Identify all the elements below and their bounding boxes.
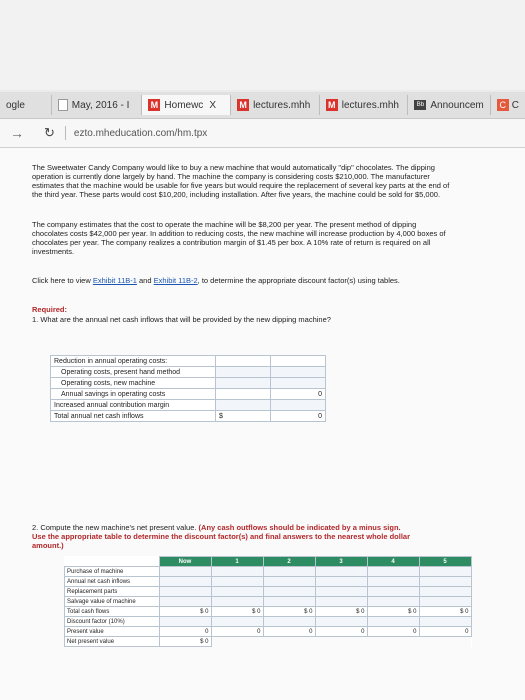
col-header: 2 <box>263 557 315 567</box>
table-row <box>51 411 326 422</box>
cell-input[interactable] <box>419 617 471 627</box>
tab-lectures-1[interactable] <box>231 95 320 115</box>
cell-value: 0 <box>367 627 419 637</box>
cell-input[interactable] <box>263 597 315 607</box>
cell-value: 0 <box>159 627 211 637</box>
tab-lectures-2[interactable] <box>320 95 409 115</box>
row-label: Net present value <box>65 637 160 647</box>
cell-value: 0 <box>211 627 263 637</box>
cell-input[interactable] <box>419 567 471 577</box>
cell-value: $ 0 <box>367 607 419 617</box>
row-label: Operating costs, present hand method <box>51 367 216 378</box>
row-label: Total annual net cash inflows <box>51 411 216 422</box>
problem-paragraph-2: The company estimates that the cost to operate the machine will be $8,200 per year. The present method of dipping chocolates costs $42,000 per year. In addition to reducing costs, the new machine will increase production by 4,000 boxes of chocolates per year. The company realizes a contribution margin of $1.45 per box. A 10% rate of return is required on all investments. <box>32 220 446 256</box>
header-row <box>65 557 472 567</box>
tab-label: lectures.mhh <box>253 99 311 111</box>
back-arrow-icon[interactable]: → <box>10 125 24 141</box>
table-row <box>65 617 472 627</box>
cell-input[interactable] <box>367 597 419 607</box>
exhibit-link-2[interactable]: Exhibit 11B-2 <box>153 276 198 285</box>
cell-input[interactable] <box>211 597 263 607</box>
row-symbol[interactable] <box>216 367 271 378</box>
col-header: 5 <box>419 557 471 567</box>
cell-input[interactable] <box>419 587 471 597</box>
row-symbol <box>216 356 271 367</box>
tab-label: Homewc <box>164 99 204 111</box>
row-input[interactable] <box>271 400 326 411</box>
cell-input[interactable] <box>159 617 211 627</box>
row-value: 0 <box>271 389 326 400</box>
address-bar <box>0 119 525 148</box>
cell-input[interactable] <box>211 587 263 597</box>
tab-c[interactable] <box>491 95 525 115</box>
col-header: 3 <box>315 557 367 567</box>
cell-input[interactable] <box>367 617 419 627</box>
cell-input[interactable] <box>211 577 263 587</box>
bb-icon: Bb <box>414 100 426 110</box>
cell-value: 0 <box>263 627 315 637</box>
cell-input[interactable] <box>159 577 211 587</box>
table-row <box>65 607 472 617</box>
m-icon: M <box>237 99 249 111</box>
reload-icon[interactable]: ↻ <box>44 125 55 140</box>
problem-paragraph-1: The Sweetwater Candy Company would like to buy a new machine that would automatically "dip" chocolates. The dipping operation is currently done largely by hand. The machine the company is considering costs $210,000. The manufacturer estimates that the machine would be usable for five years but would require the replacement of several key parts at the end of the third year. These parts would cost $10,200, including installation. After five years, the machine could be sold for $5,000. <box>32 163 450 199</box>
row-label: Annual net cash inflows <box>65 577 160 587</box>
table-row <box>51 367 326 378</box>
cell-input[interactable] <box>367 577 419 587</box>
m-icon: M <box>148 99 160 111</box>
col-header: 4 <box>367 557 419 567</box>
tab-label: lectures.mhh <box>341 99 399 111</box>
row-symbol[interactable] <box>216 400 271 411</box>
cell-input[interactable] <box>159 587 211 597</box>
col-header: Now <box>159 557 211 567</box>
cell-value: 0 <box>419 627 471 637</box>
row-label: Operating costs, new machine <box>51 378 216 389</box>
cash-inflow-table <box>50 355 326 422</box>
question-1: 1. What are the annual net cash inflows that will be provided by the new dipping machine? <box>32 315 331 324</box>
row-value <box>271 356 326 367</box>
cell-input[interactable] <box>263 577 315 587</box>
m-icon: M <box>326 99 338 111</box>
tab-google[interactable] <box>0 95 52 115</box>
table-row <box>65 597 472 607</box>
tab-strip <box>0 92 525 119</box>
row-input[interactable] <box>271 367 326 378</box>
row-label: Replacement parts <box>65 587 160 597</box>
cell-value: $ 0 <box>211 607 263 617</box>
tab-label: Announcem <box>430 99 484 111</box>
tab-label: ogle <box>6 99 25 111</box>
row-label: Annual savings in operating costs <box>51 389 216 400</box>
cell-input[interactable] <box>263 567 315 577</box>
row-label: Reduction in annual operating costs: <box>51 356 216 367</box>
exhibit-text-post: , to determine the appropriate discount factor(s) using tables. <box>197 276 400 285</box>
c-icon: C <box>497 99 509 111</box>
doc-icon <box>58 99 68 111</box>
cell-input[interactable] <box>315 617 367 627</box>
close-icon[interactable]: X <box>209 99 216 111</box>
empty-cell <box>211 637 263 647</box>
table-row <box>51 389 326 400</box>
question-2-instruction: (Any cash outflows should be indicated by a minus sign. Use the appropriate table to determine the discount factor(s) and final answers to the nearest whole dollar amount.) <box>32 523 410 550</box>
row-symbol[interactable] <box>216 378 271 389</box>
empty-cell <box>315 637 367 647</box>
tab-homework[interactable] <box>142 95 231 115</box>
cell-input[interactable] <box>315 587 367 597</box>
table-row <box>65 627 472 637</box>
cell-value: 0 <box>315 627 367 637</box>
cell-input[interactable] <box>419 577 471 587</box>
row-label: Salvage value of machine <box>65 597 160 607</box>
cell-value: $ 0 <box>315 607 367 617</box>
tab-announcements[interactable] <box>408 95 490 115</box>
table-row <box>51 356 326 367</box>
npv-table <box>64 556 472 647</box>
cell-input[interactable] <box>159 567 211 577</box>
cell-input[interactable] <box>367 567 419 577</box>
cell-input[interactable] <box>211 617 263 627</box>
question-2-text: 2. Compute the new machine's net present value. <box>32 523 199 532</box>
tab-label: May, 2016 - I <box>71 99 130 111</box>
tab-may-2016[interactable] <box>52 95 143 115</box>
cell-input[interactable] <box>315 567 367 577</box>
cell-value: $ 0 <box>159 607 211 617</box>
row-symbol: $ <box>216 411 271 422</box>
corner-cell <box>65 557 160 567</box>
cell-input[interactable] <box>419 597 471 607</box>
row-symbol <box>216 389 271 400</box>
exhibit-text: Click here to view <box>32 276 93 285</box>
cell-input[interactable] <box>211 567 263 577</box>
table-row <box>51 378 326 389</box>
table-row <box>65 577 472 587</box>
row-label: Purchase of machine <box>65 567 160 577</box>
browser-top-area <box>0 0 525 90</box>
exhibit-link-1[interactable]: Exhibit 11B-1 <box>92 276 137 285</box>
cell-input[interactable] <box>159 597 211 607</box>
table-row <box>65 567 472 577</box>
cell-value: $ 0 <box>159 637 211 647</box>
table-row <box>65 587 472 597</box>
row-input[interactable] <box>271 378 326 389</box>
row-label: Total cash flows <box>65 607 160 617</box>
cell-input[interactable] <box>367 587 419 597</box>
exhibit-text-mid: and <box>136 276 154 285</box>
cell-input[interactable] <box>315 597 367 607</box>
url-field[interactable]: ezto.mheducation.com/hm.tpx <box>73 127 208 139</box>
table-row <box>51 400 326 411</box>
table-row <box>65 637 472 647</box>
tab-label: C <box>511 99 519 111</box>
address-separator <box>65 126 66 140</box>
row-label: Present value <box>65 627 160 637</box>
cell-value: $ 0 <box>419 607 471 617</box>
row-value: 0 <box>271 411 326 422</box>
required-heading: Required: <box>32 305 68 314</box>
question-2 <box>32 523 412 550</box>
empty-cell <box>367 637 419 647</box>
cell-input[interactable] <box>315 577 367 587</box>
col-header: 1 <box>211 557 263 567</box>
exhibit-line <box>32 276 452 285</box>
row-label: Increased annual contribution margin <box>51 400 216 411</box>
row-label: Discount factor (10%) <box>65 617 160 627</box>
empty-cell <box>263 637 315 647</box>
cell-input[interactable] <box>263 587 315 597</box>
cell-value: $ 0 <box>263 607 315 617</box>
empty-cell <box>419 637 471 647</box>
cell-input[interactable] <box>263 617 315 627</box>
